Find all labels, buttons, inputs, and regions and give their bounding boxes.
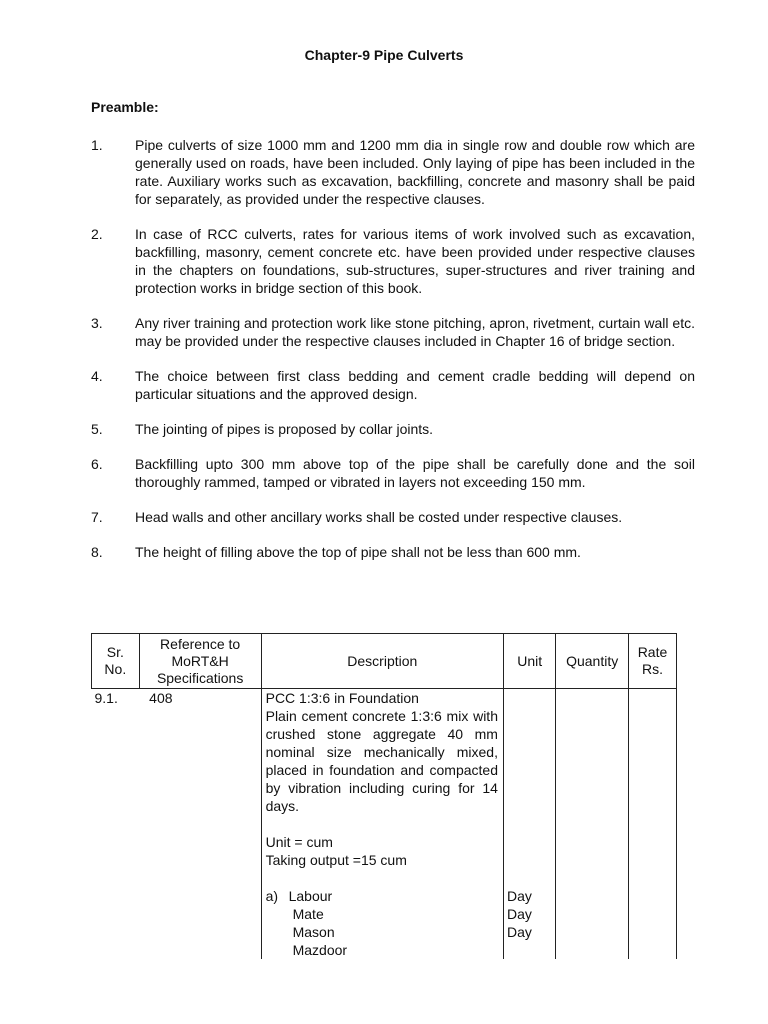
header-sr-no: Sr. No.: [92, 634, 140, 689]
labour-item: Mazdoor: [292, 942, 348, 958]
preamble-item: [91, 543, 695, 561]
item-text: The height of filling above the top of pipe shall not be less than 600 mm.: [135, 544, 581, 560]
preamble-item: [91, 225, 695, 297]
item-text: The jointing of pipes is proposed by collar joints.: [135, 421, 434, 437]
row-rate: [628, 689, 676, 960]
item-text: Any river training and protection work like stone pitching, apron, rivetment, curtain wall etc. may be provided under the respective clauses included in Chapter 16 of bridge section.: [135, 315, 695, 349]
preamble-item: [91, 314, 695, 350]
table-row: [92, 689, 677, 960]
row-reference: 408: [139, 689, 261, 960]
item-number: 3.: [91, 315, 103, 331]
preamble-item: [91, 420, 695, 438]
row-quantity: [556, 689, 629, 960]
row-sr-no: 9.1.: [94, 690, 118, 706]
preamble-item: [91, 136, 695, 208]
item-text: The choice between first class bedding and cement cradle bedding will depend on particular situations and the approved design.: [135, 368, 695, 402]
item-heading: PCC 1:3:6 in Foundation: [265, 690, 419, 706]
header-rate: Rate Rs.: [628, 634, 676, 689]
item-text: Pipe culverts of size 1000 mm and 1200 mm dia in single row and double row which are generally used on roads, have been included. Only laying of pipe has been included in the rate. Auxiliary works such as excavation, backfilling, concrete and masonry shall be paid for separately, as provided under the respective clauses.: [135, 137, 695, 207]
labour-unit: Day: [506, 906, 532, 922]
labour-item: Mate: [292, 906, 324, 922]
table-header-row: [92, 634, 677, 689]
labour-unit: Day: [506, 924, 532, 940]
preamble-list: [91, 136, 695, 578]
header-quantity: Quantity: [556, 634, 629, 689]
labour-item: Mason: [292, 924, 335, 940]
item-number: 2.: [91, 226, 103, 242]
item-number: 4.: [91, 368, 103, 384]
header-unit: Unit: [503, 634, 555, 689]
row-unit: [503, 689, 555, 960]
unit-line: Unit = cum: [265, 834, 333, 850]
item-number: 6.: [91, 456, 103, 472]
item-number: 1.: [91, 137, 103, 153]
header-description: Description: [261, 634, 503, 689]
header-reference: Reference to MoRT&H Specifications: [139, 634, 261, 689]
chapter-title: Chapter-9 Pipe Culverts: [304, 47, 464, 63]
output-line: Taking output =15 cum: [265, 852, 407, 868]
item-text: In case of RCC culverts, rates for various items of work involved such as excavation, backfilling, masonry, cement concrete etc. have been provided under respective clauses in the chapters on foundations, sub-structures, super-structures and river training and protection works in bridge section of this book.: [135, 226, 695, 296]
labour-unit: Day: [506, 888, 532, 904]
labour-heading: a) Labour: [265, 888, 333, 904]
item-number: 8.: [91, 544, 103, 560]
item-number: 7.: [91, 509, 103, 525]
row-description: [261, 689, 503, 960]
preamble-item: [91, 367, 695, 403]
item-text: Backfilling upto 300 mm above top of the pipe shall be carefully done and the soil thoroughly rammed, tamped or vibrated in layers not exceeding 150 mm.: [135, 456, 695, 490]
item-description: Plain cement concrete 1:3:6 mix with crushed stone aggregate 40 mm nominal size mechanically mixed, placed in foundation and compacted by vibration including curing for 14 days.: [265, 708, 498, 814]
preamble-item: [91, 455, 695, 491]
preamble-heading: Preamble:: [91, 99, 159, 115]
rate-analysis-table: [91, 633, 677, 959]
item-number: 5.: [91, 421, 103, 437]
preamble-item: [91, 508, 695, 526]
item-text: Head walls and other ancillary works shall be costed under respective clauses.: [135, 509, 623, 525]
